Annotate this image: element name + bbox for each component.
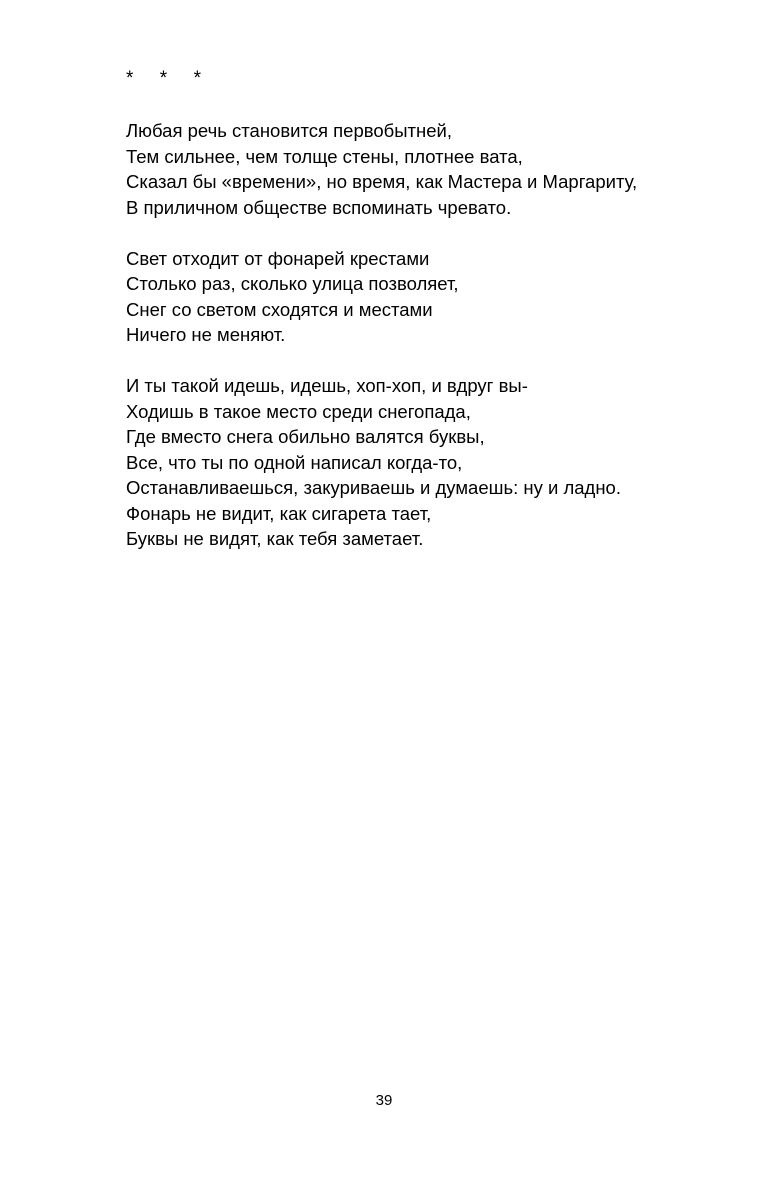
poem-line: Свет отходит от фонарей крестами	[126, 247, 430, 269]
poem-line: Любая речь становится первобытней,	[126, 120, 453, 141]
poem-line: Ходишь в такое место среди снегопада,	[126, 400, 471, 422]
poem-line: И ты такой идешь, идешь, хоп-хоп, и вдруг вы-	[126, 375, 528, 396]
poem-line: Фонарь не видит, как сигарета тает,	[126, 502, 432, 524]
poem-line: Где вместо снега обильно валятся буквы,	[126, 426, 485, 447]
poem-line: Столько раз, сколько улица позволяет,	[126, 273, 459, 294]
poem-line: В приличном обществе вспоминать чревато.	[126, 196, 512, 218]
stanza-2	[126, 246, 736, 348]
page-number: 39	[375, 1092, 393, 1109]
stanza-3	[126, 373, 736, 552]
poem-line: Останавливаешься, закуриваешь и думаешь: ну и ладно.	[126, 477, 621, 498]
poem-line: Ничего не меняют.	[126, 324, 286, 345]
poem-line: Сказал бы «времени», но время, как Мастера и Маргариту,	[126, 171, 638, 192]
section-separator: * * *	[126, 68, 201, 89]
poem-line: Все, что ты по одной написал когда-то,	[126, 451, 463, 473]
poem	[126, 118, 736, 577]
poem-line: Буквы не видят, как тебя заметает.	[126, 528, 424, 549]
poem-line: Снег со светом сходятся и местами	[126, 298, 433, 320]
poem-line: Тем сильнее, чем толще стены, плотнее вата,	[126, 145, 523, 167]
stanza-1	[126, 118, 736, 220]
